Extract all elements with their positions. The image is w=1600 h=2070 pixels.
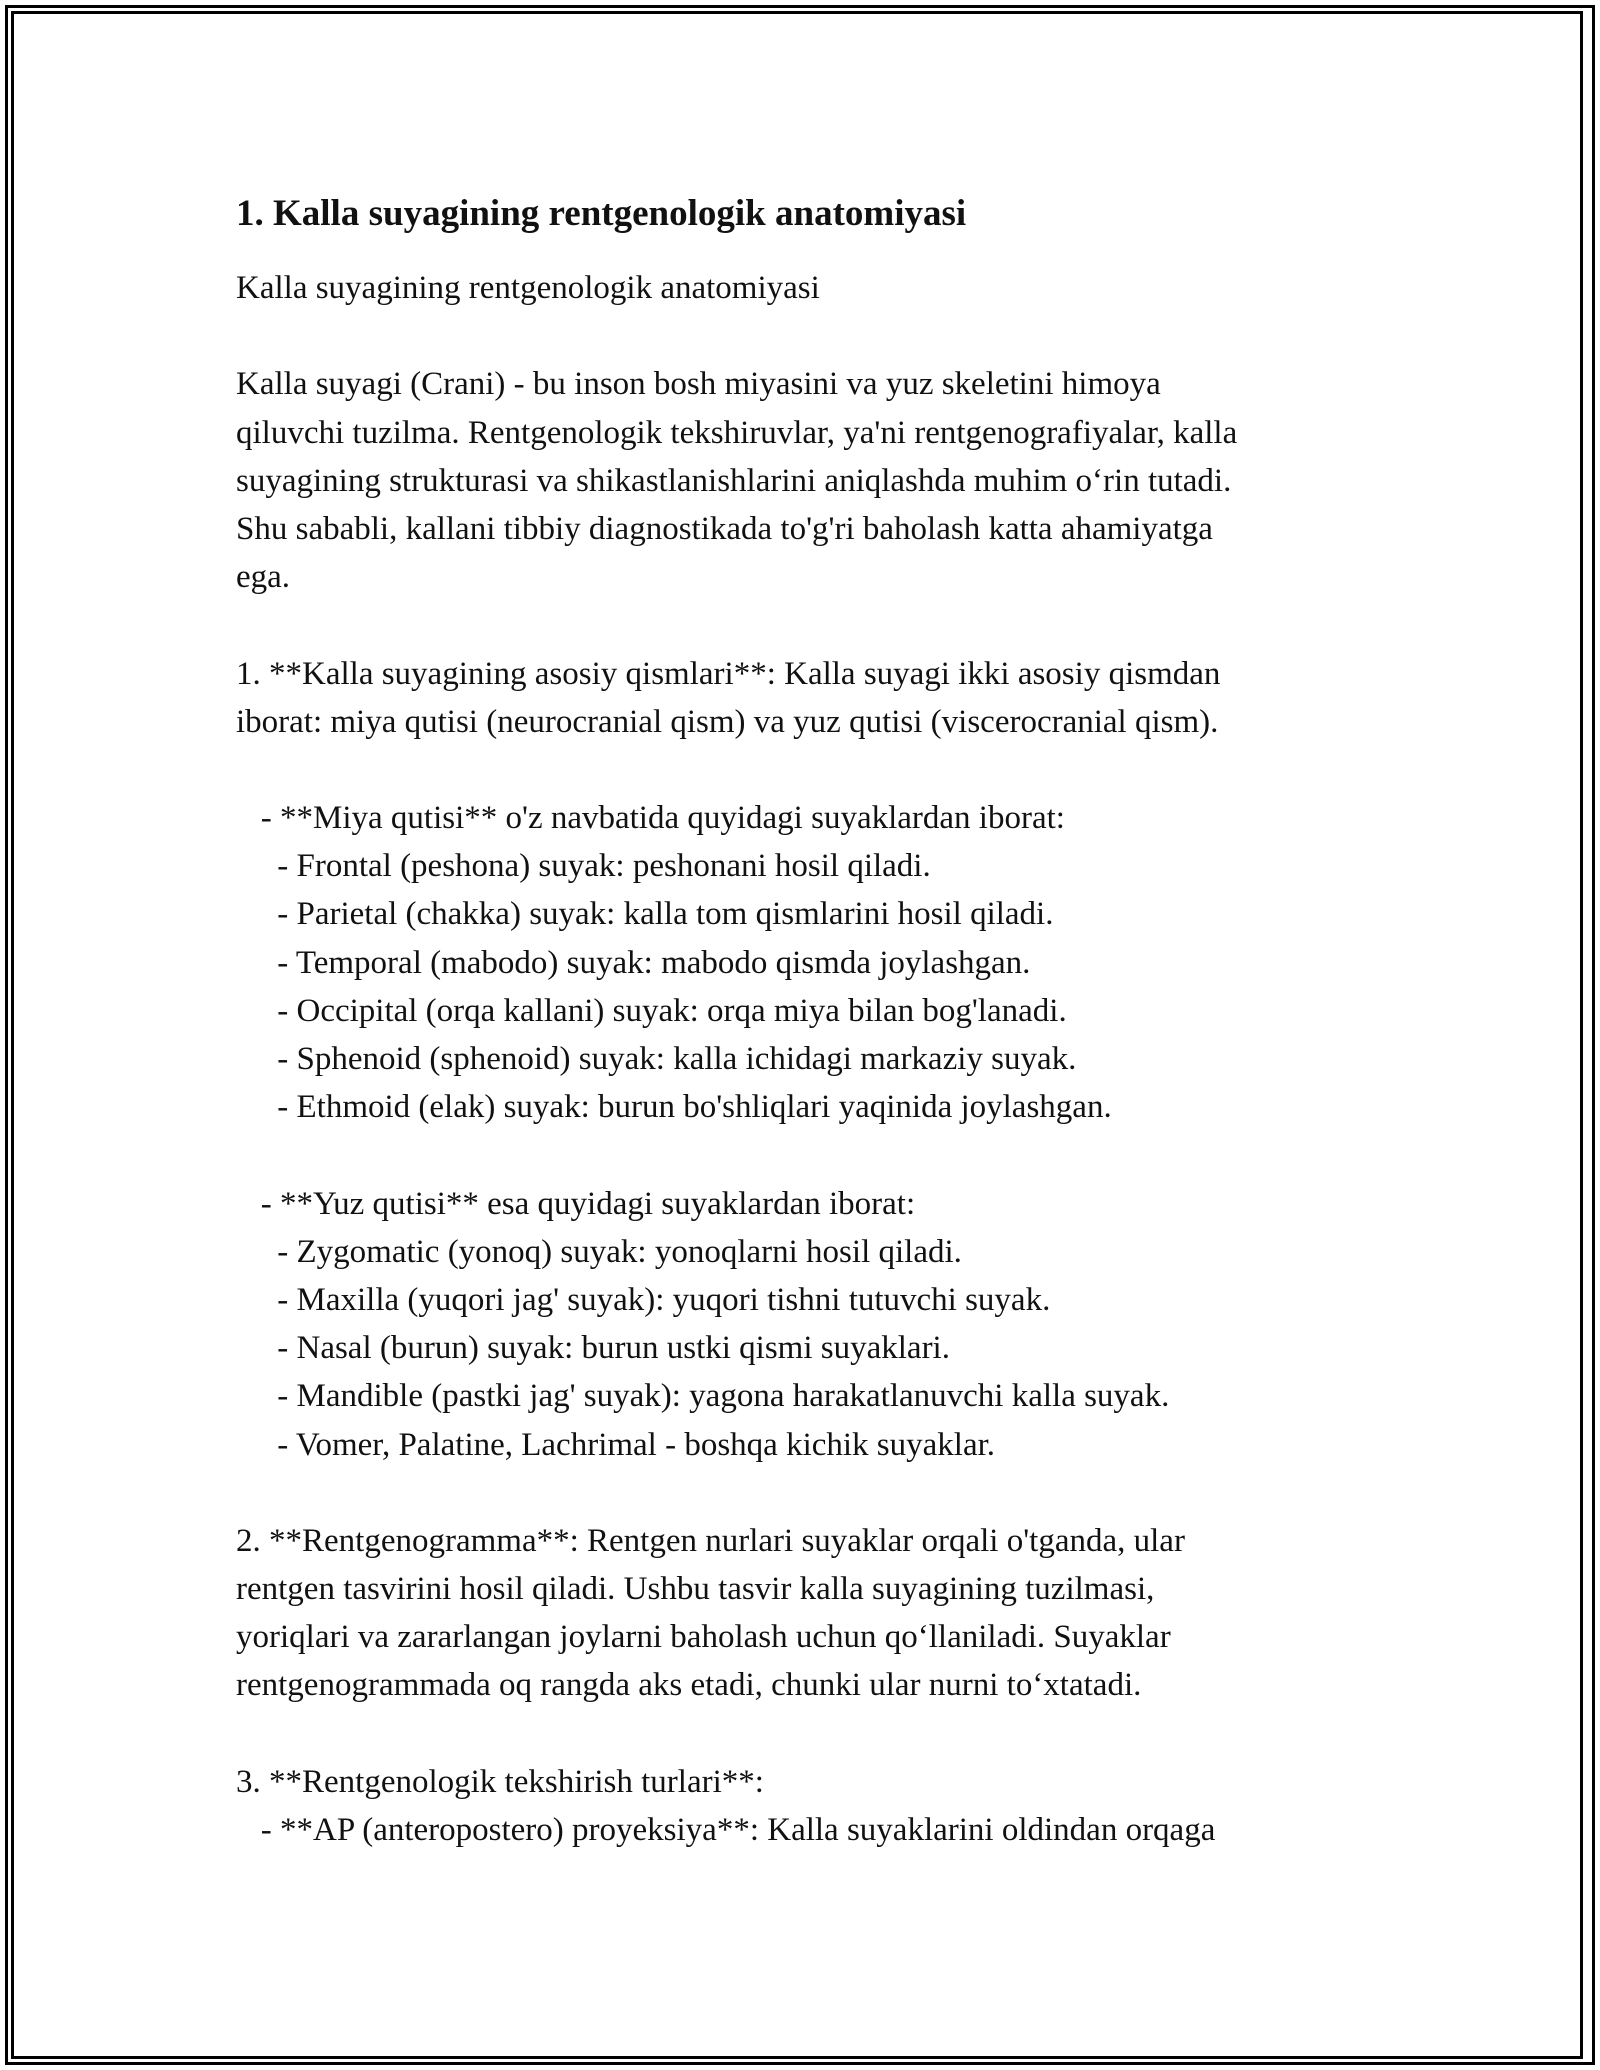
paragraph-line: rentgenogrammada oq rangda aks etadi, chunki ular nurni to‘xtatadi. — [236, 1667, 1142, 1704]
list-heading: - **Yuz qutisi** esa quyidagi suyaklardan iborat: — [236, 1185, 916, 1222]
paragraph-line: 3. **Rentgenologik tekshirish turlari**: — [236, 1763, 764, 1800]
paragraph-line: qiluvchi tuzilma. Rentgenologik tekshiruvlar, ya'ni rentgenografiyalar, kalla — [236, 414, 1238, 451]
list-item: - Sphenoid (sphenoid) suyak: kalla ichidagi markaziy suyak. — [236, 1041, 1077, 1077]
list-item: - Vomer, Palatine, Lachrimal - boshqa kichik suyaklar. — [236, 1426, 996, 1463]
document-subtitle: Kalla suyagining rentgenologik anatomiyasi — [236, 270, 820, 306]
paragraph-line: yoriqlari va zararlangan joylarni baholash uchun qo‘llaniladi. Suyaklar — [236, 1619, 1171, 1656]
blank-line — [236, 746, 1376, 794]
paragraph-line: Kalla suyagi (Crani) - bu inson bosh miyasini va yuz skeletini himoya — [236, 366, 1161, 403]
list-heading: - **Miya qutisi** o'z navbatida quyidagi suyaklardan iborat: — [236, 800, 1065, 837]
blank-line — [236, 1469, 1376, 1517]
blank-line — [236, 312, 1376, 360]
list-item: - Zygomatic (yonoq) suyak: yonoqlarni hosil qiladi. — [236, 1233, 962, 1270]
list-item: - Ethmoid (elak) suyak: burun bo'shliqlari yaqinida joylashgan. — [236, 1089, 1112, 1126]
miya-qutisi-list — [236, 794, 1376, 1131]
document-heading: 1. Kalla suyagining rentgenologik anatomiyasi — [236, 193, 967, 234]
document-body — [236, 188, 1376, 1854]
list-item: - Mandible (pastki jag' suyak): yagona harakatlanuvchi kalla suyak. — [236, 1378, 1170, 1415]
list-item: - Parietal (chakka) suyak: kalla tom qismlarini hosil qiladi. — [236, 896, 1054, 933]
intro-paragraph — [236, 360, 1376, 601]
section-1-paragraph — [236, 650, 1376, 746]
paragraph-line: rentgen tasvirini hosil qiladi. Ushbu tasvir kalla suyagining tuzilmasi, — [236, 1571, 1155, 1608]
section-3-paragraph — [236, 1758, 1376, 1854]
list-item: - Temporal (mabodo) suyak: mabodo qismda joylashgan. — [236, 944, 1031, 981]
list-item: - Frontal (peshona) suyak: peshonani hosil qiladi. — [236, 848, 931, 885]
yuz-qutisi-list — [236, 1180, 1376, 1469]
list-item: - Occipital (orqa kallani) suyak: orqa miya bilan bog'lanadi. — [236, 992, 1067, 1029]
paragraph-line: 1. **Kalla suyagining asosiy qismlari**: Kalla suyagi ikki asosiy qismdan — [236, 655, 1221, 692]
blank-line — [236, 1131, 1376, 1179]
paragraph-line: ega. — [236, 559, 291, 596]
blank-line — [236, 1710, 1376, 1758]
paragraph-line: Shu sababli, kallani tibbiy diagnostikada to'g'ri baholash katta ahamiyatga — [236, 510, 1213, 547]
paragraph-line: 2. **Rentgenogramma**: Rentgen nurlari suyaklar orqali o'tganda, ular — [236, 1522, 1185, 1559]
section-2-paragraph — [236, 1517, 1376, 1710]
list-item: - Nasal (burun) suyak: burun ustki qismi suyaklari. — [236, 1330, 950, 1367]
paragraph-line: suyagining strukturasi va shikastlanishlarini aniqlashda muhim o‘rin tutadi. — [236, 462, 1232, 499]
list-item: - **AP (anteropostero) proyeksiya**: Kalla suyaklarini oldindan orqaga — [236, 1812, 1216, 1848]
paragraph-line: iborat: miya qutisi (neurocranial qism) va yuz qutisi (viscerocranial qism). — [236, 703, 1219, 740]
list-item: - Maxilla (yuqori jag' suyak): yuqori tishni tutuvchi suyak. — [236, 1281, 1051, 1318]
blank-line — [236, 601, 1376, 649]
